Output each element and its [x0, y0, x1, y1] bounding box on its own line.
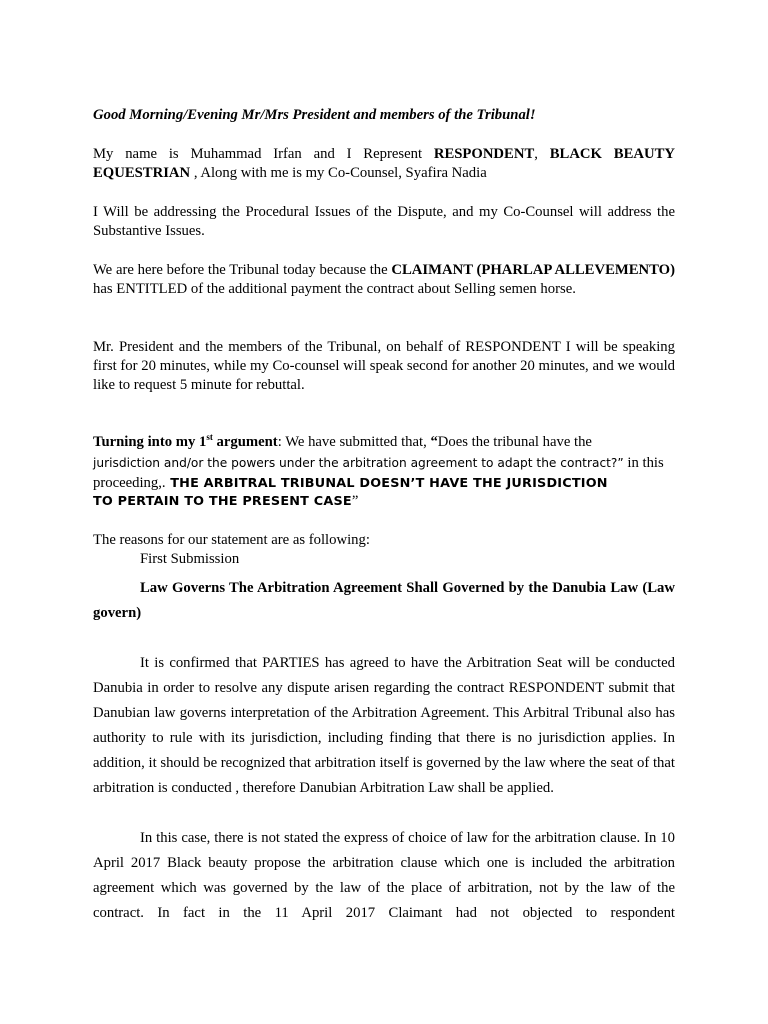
quote-close: ”: [351, 493, 359, 509]
claimant-paragraph: [93, 261, 675, 299]
time-paragraph: Mr. President and the members of the Tribunal, on behalf of RESPONDENT I will be speaking first for 20 minutes, while my Co-counsel will speak second for another 20 minutes, and we would like to request 5 minute for rebuttal.: [93, 339, 675, 393]
argument-text: : We have submitted that,: [277, 434, 431, 450]
black-beauty-label: BLACK BEAUTY EQUESTRIAN: [93, 146, 675, 181]
argument-conclusion-continued: TO PERTAIN TO THE PRESENT CASE: [93, 494, 352, 509]
body-paragraph-1: It is confirmed that PARTIES has agreed to have the Arbitration Seat will be conducted Danubia in order to resolve any dispute arisen regarding the contract RESPONDENT submit that Danubian law governs interpretation of the Arbitration Agreement. This Arbitral Tribunal also has authority to rule with its jurisdiction, including finding that there is no jurisdiction applies. In addition, it should be recognized that arbitration itself is governed by the law where the seat of that arbitration is conducted , therefore Danubian Arbitration Law shall be applied.: [93, 655, 675, 796]
argument-conclusion: THE ARBITRAL TRIBUNAL DOESN’T HAVE THE JURISDICTION: [165, 476, 608, 491]
intro-comma: ,: [534, 146, 550, 162]
intro-text: My name is Muhammad Irfan and I Represent: [93, 146, 434, 162]
first-submission-label: First Submission: [140, 551, 240, 567]
argument-line-4: [93, 491, 675, 512]
respondent-label: RESPONDENT: [433, 146, 535, 162]
quote-open: “: [430, 434, 438, 450]
claimant-suffix: has ENTITLED of the additional payment the contract about Selling semen horse.: [93, 281, 576, 297]
argument-line-2-end: in this: [623, 455, 664, 471]
argument-lead-end: argument: [212, 434, 278, 450]
argument-line-1: [93, 432, 675, 452]
argument-sup: st: [206, 432, 213, 442]
body-paragraph-2: In this case, there is not stated the express of choice of law for the arbitration clause. In 10 April 2017 Black beauty propose the arbitration clause which one is included the arbitration agreement which was governed by the law of the place of arbitration, not by the law of the contract. In fact in the 11 April 2017 Claimant had not objected to respondent: [93, 830, 675, 921]
reasons-line: The reasons for our statement are as following:: [93, 532, 370, 548]
argument-question: Does the tribunal have the: [437, 434, 592, 450]
greeting: Good Morning/Evening Mr/Mrs President and members of the Tribunal!: [93, 107, 536, 123]
claimant-prefix: We are here before the Tribunal today because the: [93, 262, 392, 278]
argument-line-2: [93, 453, 675, 473]
claimant-label: CLAIMANT (PHARLAP ALLEVEMENTO): [391, 262, 675, 278]
intro-suffix: , Along with me is my Co-Counsel, Syafira Nadia: [190, 165, 487, 181]
argument-question-continued: jurisdiction and/or the powers under the arbitration agreement to adapt the contract?”: [93, 456, 624, 470]
issues-paragraph: I Will be addressing the Procedural Issues of the Dispute, and my Co-Counsel will address the Substantive Issues.: [93, 204, 675, 239]
argument-lead: Turning into my 1: [93, 434, 207, 450]
submission-heading: Law Governs The Arbitration Agreement Shall Governed by the Danubia Law (Law govern): [93, 580, 675, 621]
argument-proceeding: proceeding,.: [93, 475, 166, 491]
intro-paragraph: [93, 145, 675, 183]
